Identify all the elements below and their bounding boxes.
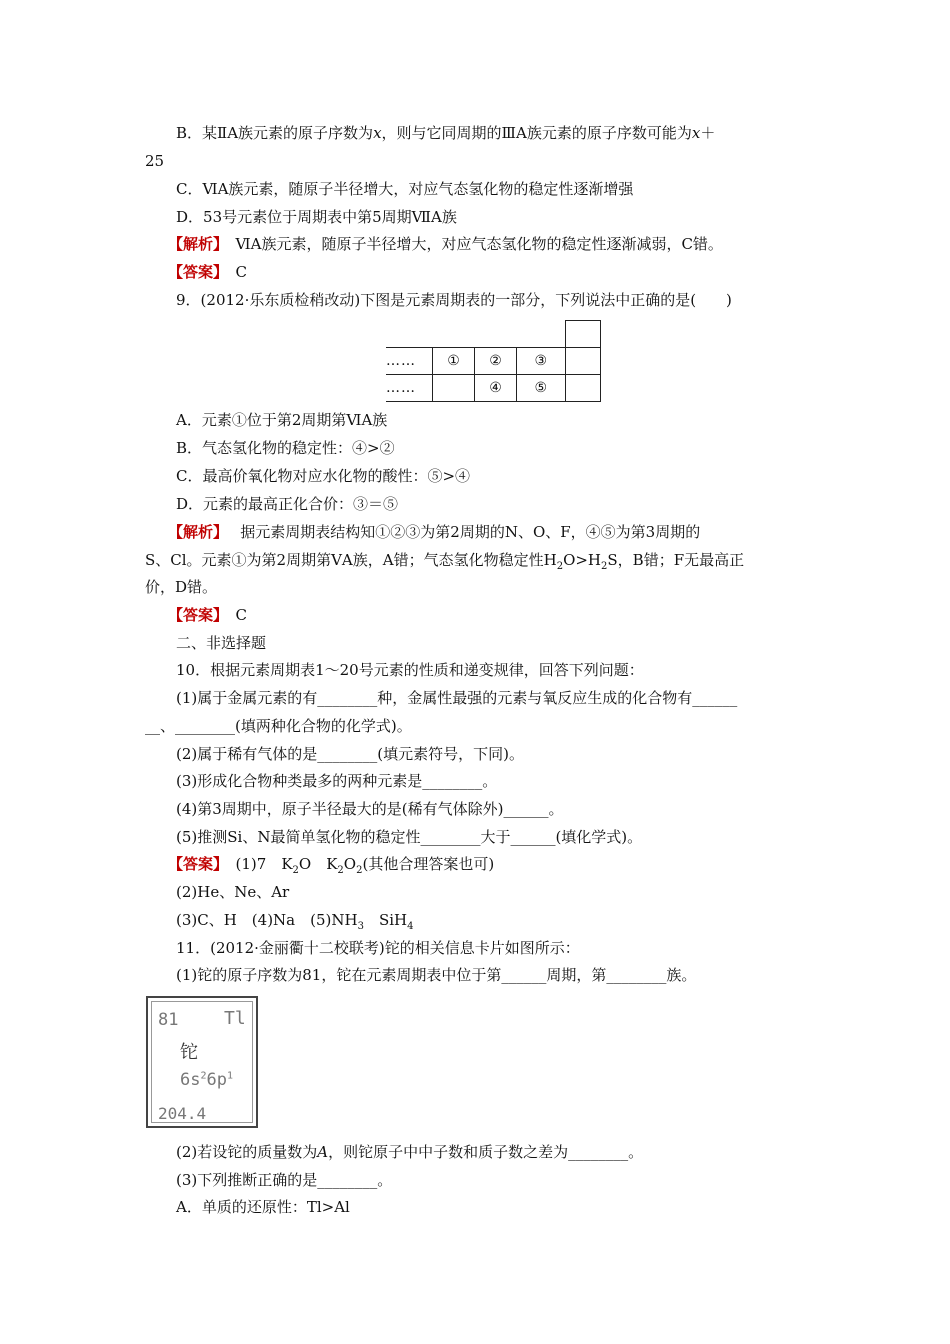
q8-option-b: B．某ⅡA族元素的原子序数为x，则与它同周期的ⅢA族元素的原子序数可能为x＋ [176, 124, 716, 142]
element-name: 铊 [180, 1042, 198, 1063]
periodic-table-fragment [386, 320, 601, 402]
table-cell: …… [386, 375, 433, 402]
table-cell: ③ [517, 348, 566, 375]
q9-option-b: B．气态氢化物的稳定性：④>② [176, 439, 395, 457]
q8-option-b-cont: 25 [145, 152, 165, 170]
q10-stem: 10．根据元素周期表1～20号元素的性质和递变规律，回答下列问题： [176, 661, 644, 679]
q9-answer: 【答案】 C [168, 606, 248, 624]
atomic-mass: 204.4 [158, 1104, 207, 1123]
q10-part1: (1)属于金属元素的有________种，金属性最强的元素与氧反应生成的化合物有______ [176, 689, 738, 707]
q11-part2: (2)若设铊的质量数为A，则铊原子中中子数和质子数之差为________。 [176, 1143, 644, 1161]
q9-option-a: A．元素①位于第2周期第ⅥA族 [176, 411, 388, 429]
table-cell: …… [386, 348, 433, 375]
q8-option-c: C．ⅥA族元素，随原子半径增大，对应气态氢化物的稳定性逐渐增强 [176, 180, 634, 198]
table-cell: ① [433, 348, 475, 375]
element-symbol: Tl [224, 1008, 246, 1029]
q10-answer: 【答案】 (1)7 $K_2O$ $K_2O_2$(其他合理答案也可) [168, 855, 495, 876]
q10-part5: (5)推测Si、N最简单氢化物的稳定性________大于______(填化学式)。 [176, 828, 643, 846]
q9-analysis-line2: S、Cl。元素①为第2周期第ⅤA族，A错；气态氢化物稳定性$H_2O>H_2S$，B错；F无最高正 [145, 551, 745, 572]
q9-analysis: 【解析】 据元素周期表结构知①②③为第2周期的N、O、F，④⑤为第3周期的 [168, 523, 701, 541]
q11-stem: 11．(2012·金丽衢十二校联考)铊的相关信息卡片如图所示： [176, 939, 580, 957]
table-cell: ⑤ [517, 375, 566, 402]
section-title: 二、非选择题 [176, 634, 267, 652]
q8-option-d: D．53号元素位于周期表中第5周期ⅦA族 [176, 208, 457, 226]
table-cell [433, 375, 475, 402]
q8-analysis: 【解析】 ⅥA族元素，随原子半径增大，对应气态氢化物的稳定性逐渐减弱，C错。 [168, 235, 723, 253]
q10-part1-cont: __、________(填两种化合物的化学式)。 [145, 717, 412, 735]
element-info-card [146, 996, 258, 1128]
q10-part4: (4)第3周期中，原子半径最大的是(稀有气体除外)______。 [176, 800, 564, 818]
q11-part1: (1)铊的原子序数为81，铊在元素周期表中位于第______周期，第________族。 [176, 966, 697, 984]
answer-tag: 【答案】 [168, 263, 221, 281]
analysis-tag: 【解析】 [168, 235, 221, 253]
electron-config: $6s^26p^1$ [180, 1070, 234, 1090]
q10-part3: (3)形成化合物种类最多的两种元素是________。 [176, 772, 498, 790]
atomic-number: 81 [158, 1010, 179, 1030]
table-cell: ④ [475, 375, 517, 402]
table-cell: ② [475, 348, 517, 375]
q10-answer-line2: (2)He、Ne、Ar [176, 883, 290, 901]
q9-stem: 9．(2012·乐东质检稍改动)下图是元素周期表的一部分，下列说法中正确的是( ) [176, 291, 732, 309]
q9-analysis-line3: 价，D错。 [145, 578, 218, 596]
q11-part3: (3)下列推断正确的是________。 [176, 1171, 393, 1189]
table-cell [565, 375, 600, 402]
q10-part2: (2)属于稀有气体的是________(填元素符号，下同)。 [176, 745, 524, 763]
q9-option-c: C．最高价氧化物对应水化物的酸性：⑤>④ [176, 467, 471, 485]
table-cell [565, 348, 600, 375]
answer-tag: 【答案】 [168, 606, 221, 624]
q11-option-a: A．单质的还原性：Tl>Al [176, 1198, 350, 1216]
answer-tag: 【答案】 [168, 855, 221, 873]
analysis-tag: 【解析】 [168, 523, 221, 541]
q10-answer-line3: (3)C、H (4)Na $(5)NH_3$ SiH$_4$ [176, 911, 414, 932]
q9-option-d: D．元素的最高正化合价：③＝⑤ [176, 495, 399, 513]
q8-answer: 【答案】 C [168, 263, 248, 281]
